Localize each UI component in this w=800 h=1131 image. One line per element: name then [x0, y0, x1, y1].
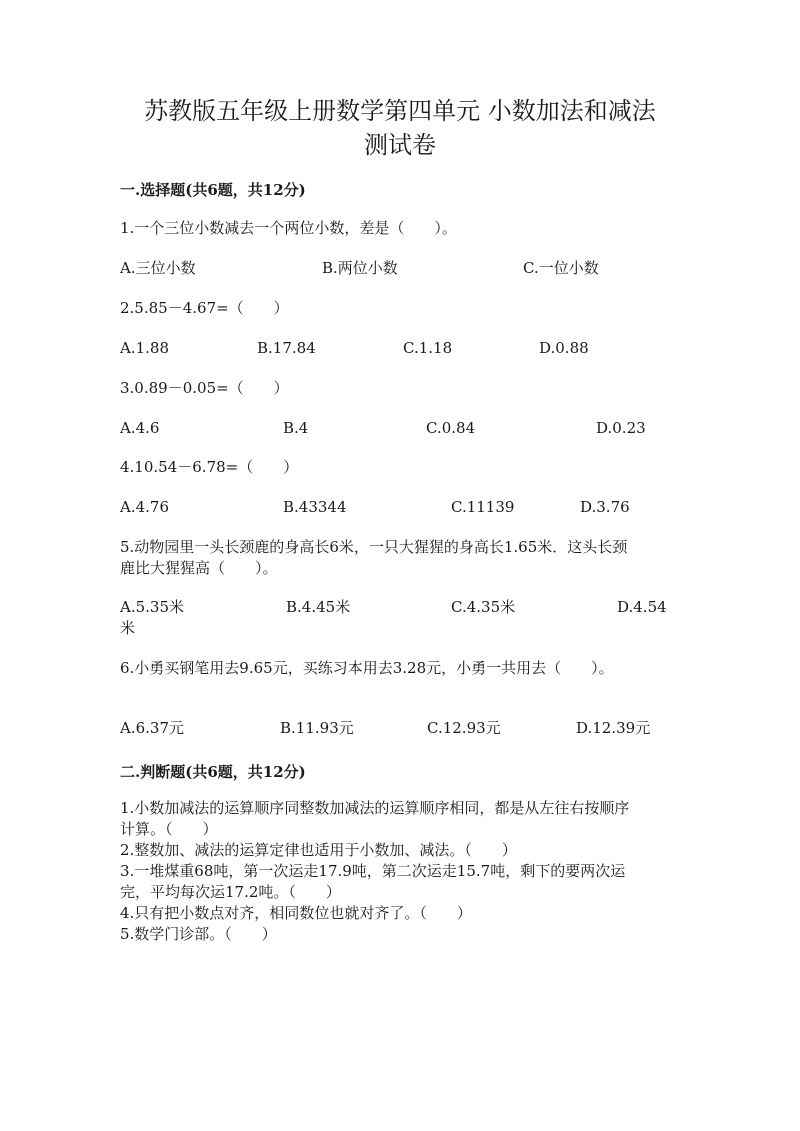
judgment-line-2: 计算。（ ） [120, 820, 218, 838]
question-2-option-a: A.1.88 [120, 339, 169, 357]
section-heading-multiple-choice: 一.选择题(共6题，共12分) [120, 181, 306, 199]
question-3-stem: 3.0.89－0.05=（ ） [120, 379, 289, 397]
question-4-option-d: D.3.76 [580, 498, 630, 516]
question-2-option-c: C.1.18 [403, 339, 453, 357]
question-5-option-d: D.4.54 [617, 598, 667, 616]
page-title-line2: 测试卷 [364, 131, 436, 159]
question-5-stem-line2: 鹿比大猩猩高（ ）。 [120, 559, 278, 577]
question-3-option-b: B.4 [283, 419, 309, 437]
question-3-option-c: C.0.84 [426, 419, 476, 437]
question-6-option-c: C.12.93元 [427, 719, 501, 737]
question-5-option-b: B.4.45米 [286, 598, 351, 616]
question-5-option-c: C.4.35米 [451, 598, 516, 616]
question-3-option-d: D.0.23 [596, 419, 646, 437]
judgment-line-5: 完，平均每次运17.2吨。（ ） [120, 883, 341, 901]
question-3-option-a: A.4.6 [120, 419, 160, 437]
judgment-line-3: 2.整数加、减法的运算定律也适用于小数加、减法。（ ） [120, 841, 517, 859]
question-5-option-a: A.5.35米 [120, 598, 184, 616]
question-2-option-d: D.0.88 [539, 339, 589, 357]
question-6-option-a: A.6.37元 [120, 719, 184, 737]
question-1-stem: 1.一个三位小数减去一个两位小数，差是（ ）。 [120, 219, 457, 237]
question-5-stem-line1: 5.动物园里一头长颈鹿的身高长6米，一只大猩猩的身高长1.65米．这头长颈 [120, 538, 628, 556]
page-title-line1: 苏教版五年级上册数学第四单元 小数加法和减法 [144, 97, 656, 125]
question-2-option-b: B.17.84 [257, 339, 316, 357]
question-4-option-a: A.4.76 [120, 498, 169, 516]
judgment-line-6: 4.只有把小数点对齐，相同数位也就对齐了。（ ） [120, 904, 472, 922]
question-6-stem: 6.小勇买钢笔用去9.65元，买练习本用去3.28元，小勇一共用去（ ）。 [120, 659, 614, 677]
question-1-option-b: B.两位小数 [322, 259, 398, 277]
question-4-option-b: B.43344 [283, 498, 347, 516]
question-1-option-a: A.三位小数 [120, 259, 196, 277]
question-1-option-c: C.一位小数 [523, 259, 599, 277]
section-heading-true-false: 二.判断题(共6题，共12分) [120, 763, 306, 781]
judgment-line-1: 1.小数加减法的运算顺序同整数加减法的运算顺序相同，都是从左往右按顺序 [120, 799, 630, 817]
question-5-option-d-wrap: 米 [120, 619, 136, 637]
question-6-option-b: B.11.93元 [280, 719, 354, 737]
question-4-option-c: C.11139 [451, 498, 515, 516]
judgment-line-7: 5.数学门诊部。（ ） [120, 925, 277, 943]
question-4-stem: 4.10.54－6.78=（ ） [120, 458, 299, 476]
question-2-stem: 2.5.85－4.67=（ ） [120, 299, 289, 317]
question-6-option-d: D.12.39元 [576, 719, 651, 737]
judgment-line-4: 3.一堆煤重68吨，第一次运走17.9吨，第二次运走15.7吨，剩下的要两次运 [120, 862, 626, 880]
